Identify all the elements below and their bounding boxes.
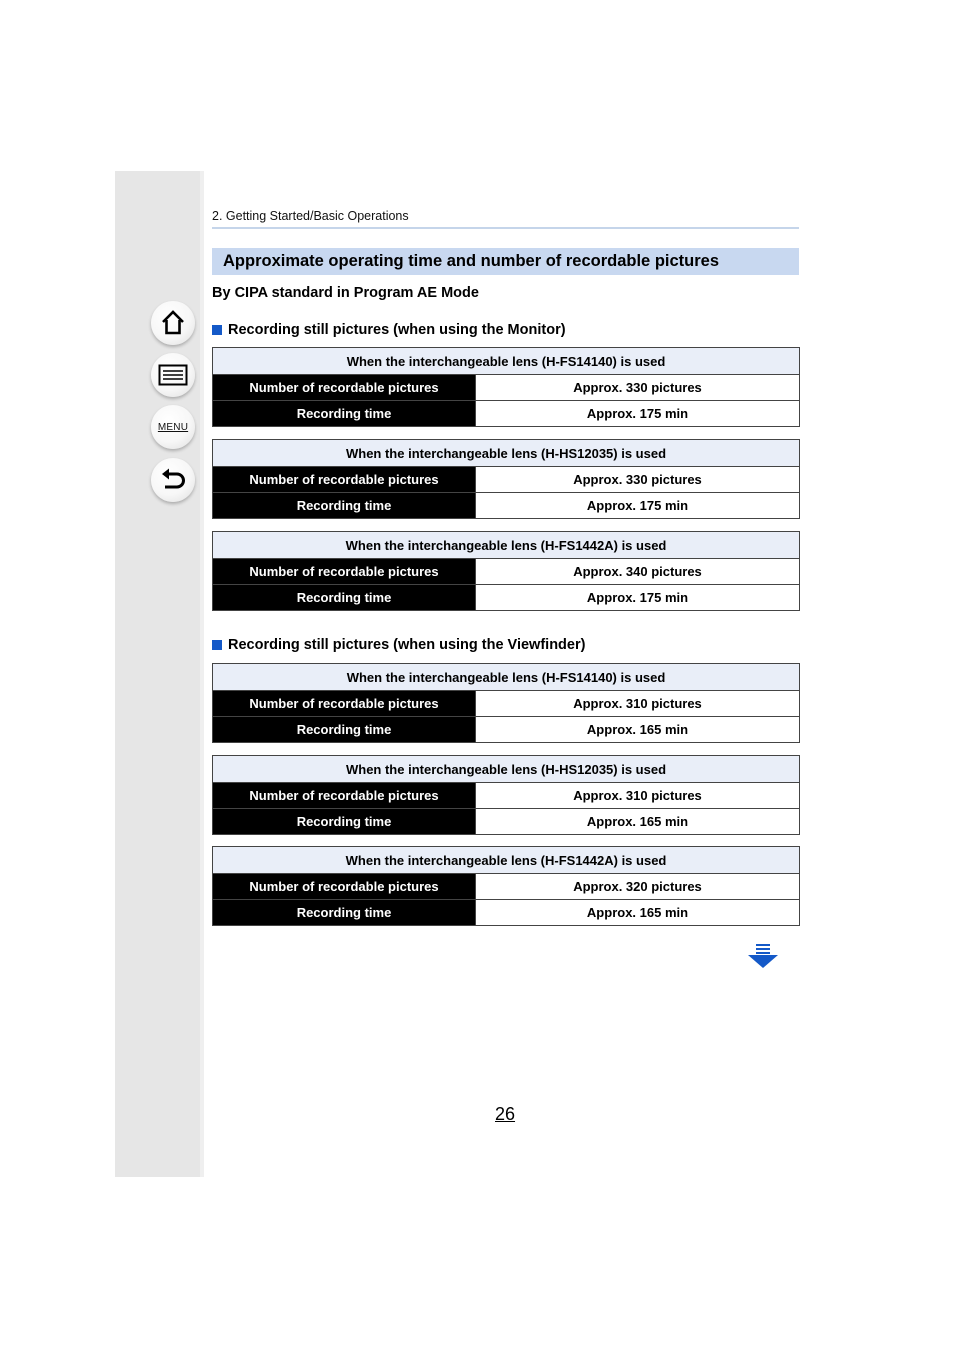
list-icon [158, 364, 188, 386]
row-value: Approx. 330 pictures [476, 467, 800, 493]
row-value: Approx. 340 pictures [476, 559, 800, 585]
row-label: Recording time [213, 585, 476, 611]
next-page-button[interactable] [746, 943, 780, 971]
row-value: Approx. 175 min [476, 585, 800, 611]
row-label: Number of recordable pictures [213, 559, 476, 585]
table-header: When the interchangeable lens (H-HS12035) is used [213, 440, 800, 467]
row-value: Approx. 175 min [476, 493, 800, 519]
row-value: Approx. 320 pictures [476, 874, 800, 900]
table-row [213, 809, 800, 835]
table-header: When the interchangeable lens (H-FS1442A) is used [213, 847, 800, 874]
table-row [213, 585, 800, 611]
row-value: Approx. 310 pictures [476, 691, 800, 717]
table-row [213, 717, 800, 743]
row-label: Number of recordable pictures [213, 467, 476, 493]
row-label: Recording time [213, 401, 476, 427]
group-heading-text: Recording still pictures (when using the Monitor) [228, 322, 566, 338]
page-number[interactable]: 26 [495, 1104, 516, 1124]
spec-table-monitor-fs1442a [212, 531, 800, 611]
bullet-square-icon [212, 640, 222, 650]
row-value: Approx. 310 pictures [476, 783, 800, 809]
table-row [213, 467, 800, 493]
table-row [213, 401, 800, 427]
spec-table-viewfinder-hs12035 [212, 755, 800, 835]
row-value: Approx. 175 min [476, 401, 800, 427]
group-heading-monitor [212, 322, 566, 338]
spec-table-monitor-fs14140 [212, 347, 800, 427]
row-label: Recording time [213, 900, 476, 926]
spec-table-viewfinder-fs14140 [212, 663, 800, 743]
table-row [213, 375, 800, 401]
table-row [213, 783, 800, 809]
group-heading-text: Recording still pictures (when using the Viewfinder) [228, 637, 586, 653]
table-row [213, 559, 800, 585]
table-header: When the interchangeable lens (H-FS14140) is used [213, 664, 800, 691]
row-label: Recording time [213, 717, 476, 743]
bullet-square-icon [212, 325, 222, 335]
spec-table-viewfinder-fs1442a [212, 846, 800, 926]
row-label: Recording time [213, 809, 476, 835]
table-header: When the interchangeable lens (H-FS14140) is used [213, 348, 800, 375]
group-heading-viewfinder [212, 637, 585, 653]
breadcrumb: 2. Getting Started/Basic Operations [212, 209, 409, 223]
table-of-contents-button[interactable] [151, 353, 195, 397]
next-page-arrow-icon [746, 943, 780, 971]
cipa-subheading: By CIPA standard in Program AE Mode [212, 285, 479, 301]
table-row [213, 900, 800, 926]
spec-table-monitor-hs12035 [212, 439, 800, 519]
table-header: When the interchangeable lens (H-HS12035) is used [213, 756, 800, 783]
row-value: Approx. 165 min [476, 717, 800, 743]
row-value: Approx. 330 pictures [476, 375, 800, 401]
home-button[interactable] [151, 301, 195, 345]
row-label: Number of recordable pictures [213, 783, 476, 809]
back-button[interactable] [151, 458, 195, 502]
table-row [213, 691, 800, 717]
menu-button[interactable] [151, 405, 195, 449]
row-value: Approx. 165 min [476, 809, 800, 835]
menu-label: MENU [157, 421, 189, 433]
table-header: When the interchangeable lens (H-FS1442A) is used [213, 532, 800, 559]
table-row [213, 874, 800, 900]
row-label: Number of recordable pictures [213, 874, 476, 900]
sidebar-edge [200, 171, 204, 1177]
back-arrow-icon [159, 467, 187, 493]
home-icon [159, 309, 187, 337]
row-label: Number of recordable pictures [213, 375, 476, 401]
row-label: Number of recordable pictures [213, 691, 476, 717]
row-value: Approx. 165 min [476, 900, 800, 926]
row-label: Recording time [213, 493, 476, 519]
section-title: Approximate operating time and number of recordable pictures [212, 248, 799, 275]
table-row [213, 493, 800, 519]
breadcrumb-divider [212, 227, 799, 229]
